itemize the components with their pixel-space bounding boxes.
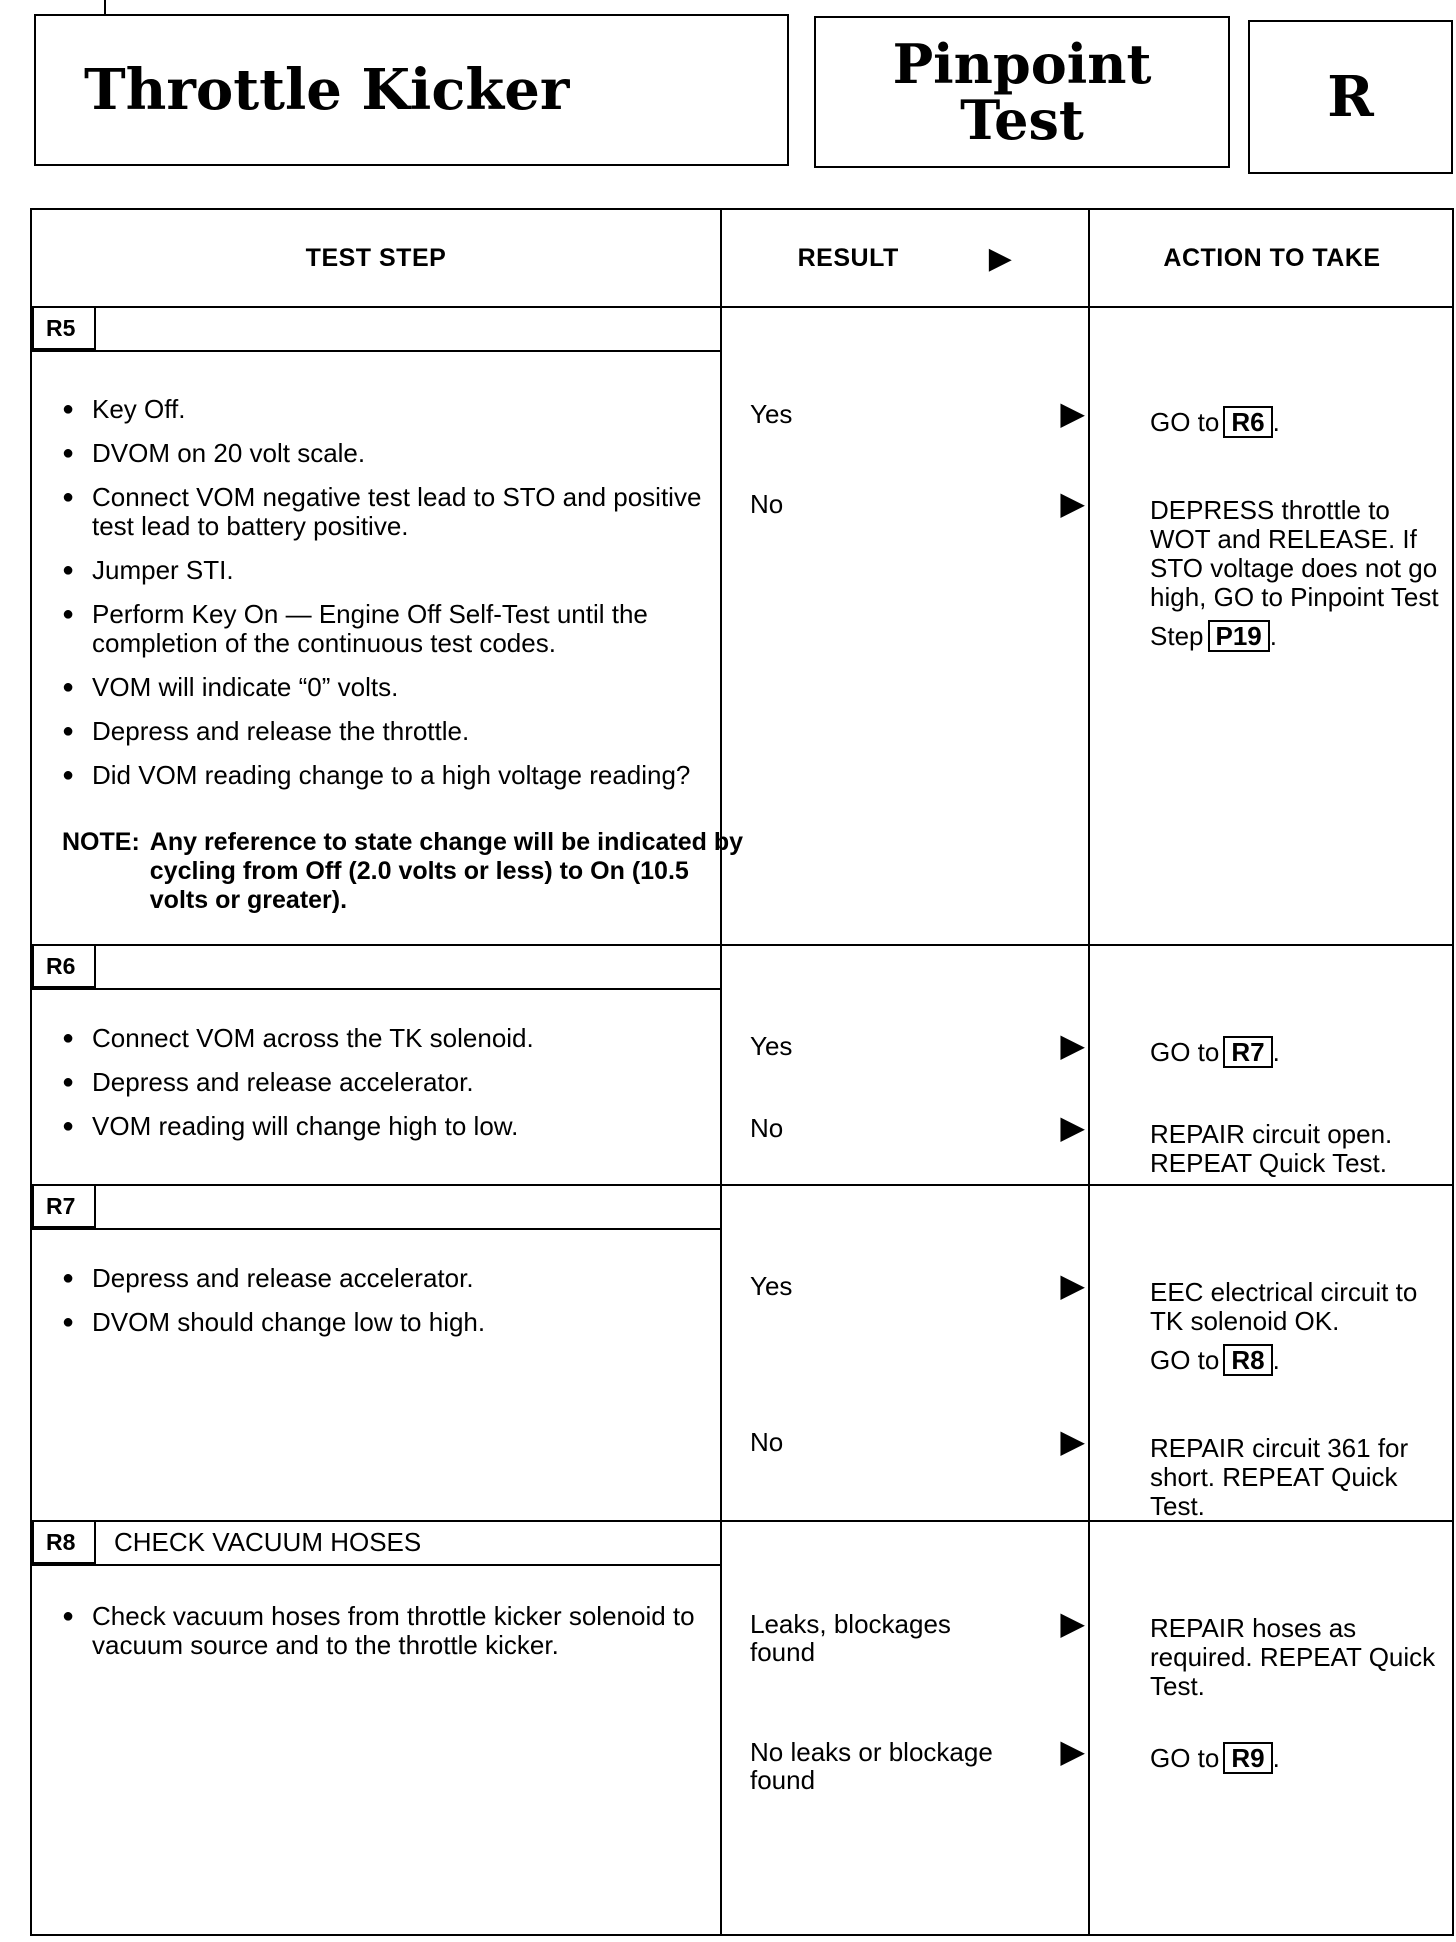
result-label: No leaks or blockage found	[750, 1737, 993, 1795]
list-item: ● Depress and release the throttle.	[54, 717, 734, 746]
list-item: ● Did VOM reading change to a high voltage reading?	[54, 761, 734, 790]
list-item: ● Depress and release accelerator.	[54, 1068, 734, 1097]
action-text: Step	[1150, 621, 1204, 651]
result-arrow-icon: ▶	[1060, 1733, 1085, 1769]
step-header-divider-r8	[32, 1564, 720, 1566]
result-arrow-icon: ▶	[1060, 485, 1085, 521]
result-no-r5	[750, 485, 1085, 521]
list-item: ● Perform Key On — Engine Off Self-Test until the completion of the continuous test codes.	[54, 600, 734, 658]
step-list-r6	[54, 1024, 734, 1156]
note-label: NOTE:	[62, 828, 140, 856]
list-item: ● DVOM should change low to high.	[54, 1308, 734, 1337]
step-ref-r9[interactable]: R9	[1223, 1742, 1272, 1774]
list-item: ● Jumper STI.	[54, 556, 734, 585]
result-label: No	[750, 489, 784, 519]
pinpoint-line-2: Test	[960, 88, 1084, 152]
margin-mark	[104, 0, 106, 14]
result-no-r7	[750, 1423, 1085, 1459]
step-ref-p19[interactable]: P19	[1208, 620, 1270, 652]
result-arrow-icon: ▶	[1060, 1423, 1085, 1459]
header-row-divider	[32, 306, 1452, 308]
step-title-r8	[114, 1520, 421, 1564]
action-text: REPAIR hoses as required. REPEAT Quick Test.	[1150, 1613, 1436, 1701]
column-divider-2	[1088, 210, 1090, 1934]
result-arrow-icon: ▶	[1060, 1109, 1085, 1145]
action-punct: .	[1269, 621, 1277, 651]
result-yes-r5	[750, 395, 1085, 431]
page-title-text: Throttle Kicker	[84, 57, 570, 123]
test-letter	[1248, 20, 1453, 174]
result-arrow-icon: ▶	[1060, 1267, 1085, 1303]
step-ref-r8[interactable]: R8	[1223, 1344, 1272, 1376]
step-list-r5	[54, 395, 734, 805]
step-id-r6	[32, 944, 96, 988]
page-title	[34, 14, 789, 166]
column-header-result	[722, 210, 1088, 306]
list-item: ● VOM reading will change high to low.	[54, 1112, 734, 1141]
action-yes-r6	[1150, 1036, 1440, 1068]
action-no-r5	[1150, 496, 1440, 652]
row-divider-r6	[32, 944, 1452, 946]
action-no-r7	[1150, 1434, 1440, 1521]
action-leaks-found	[1150, 1614, 1440, 1701]
list-item: ● Connect VOM negative test lead to STO and positive test lead to battery positive.	[54, 483, 734, 541]
list-item: ● Check vacuum hoses from throttle kicker solenoid to vacuum source and to the throttle kicker.	[54, 1602, 734, 1660]
list-item: ● DVOM on 20 volt scale.	[54, 439, 734, 468]
result-yes-r6	[750, 1027, 1085, 1063]
result-no-leaks	[750, 1733, 1085, 1795]
action-text: GO to	[1150, 407, 1220, 437]
step-id-r8-text: R8	[46, 1528, 76, 1555]
step-ref-r6[interactable]: R6	[1223, 406, 1272, 438]
result-label: Yes	[750, 1031, 793, 1061]
action-text: EEC electrical circuit to TK solenoid OK.	[1150, 1277, 1418, 1336]
step-header-divider-r5	[32, 350, 720, 352]
result-arrow-icon: ▶	[1060, 1605, 1085, 1641]
list-item: ● VOM will indicate “0” volts.	[54, 673, 734, 702]
action-text: REPAIR circuit 361 for short. REPEAT Quick Test.	[1150, 1433, 1409, 1521]
column-header-test-step	[32, 210, 720, 306]
action-yes-r5	[1150, 406, 1440, 438]
note-text: Any reference to state change will be indicated by cycling from Off (2.0 volts or less) to On (10.5 volts or greater).	[149, 828, 744, 914]
step-list-r7	[54, 1264, 734, 1352]
action-yes-r7	[1150, 1278, 1440, 1376]
step-header-divider-r7	[32, 1228, 720, 1230]
action-text: GO to	[1150, 1037, 1220, 1067]
result-label: Yes	[750, 1271, 793, 1301]
action-no-r6	[1150, 1120, 1440, 1178]
column-header-result-text: RESULT	[797, 243, 899, 272]
action-punct: .	[1272, 1743, 1280, 1773]
step-id-r7-text: R7	[46, 1192, 76, 1219]
column-header-test-step-text: TEST STEP	[305, 243, 447, 272]
step-id-r7	[32, 1184, 96, 1228]
result-arrow-icon: ▶	[1060, 395, 1085, 431]
action-text: GO to	[1150, 1345, 1220, 1375]
column-header-action	[1090, 210, 1454, 306]
result-yes-r7	[750, 1267, 1085, 1303]
action-text: REPAIR circuit open. REPEAT Quick Test.	[1150, 1119, 1393, 1178]
list-item: ● Connect VOM across the TK solenoid.	[54, 1024, 734, 1053]
row-divider-r7	[32, 1184, 1452, 1186]
step-id-r6-text: R6	[46, 952, 76, 979]
list-item: ● Depress and release accelerator.	[54, 1264, 734, 1293]
result-arrow-icon: ▶	[1060, 1027, 1085, 1063]
step-id-r5-text: R5	[46, 314, 76, 341]
result-label: Yes	[750, 399, 793, 429]
action-step-line	[1150, 620, 1440, 652]
test-letter-text: R	[1327, 64, 1374, 130]
step-id-r8	[32, 1520, 96, 1564]
action-no-leaks	[1150, 1742, 1440, 1774]
step-id-r5	[32, 306, 96, 350]
result-arrow-icon: ▶	[988, 241, 1013, 275]
step-ref-r7[interactable]: R7	[1223, 1036, 1272, 1068]
action-text: GO to	[1150, 1743, 1220, 1773]
step-title-r8-text: CHECK VACUUM HOSES	[114, 1526, 422, 1557]
result-label: No	[750, 1427, 784, 1457]
action-text: DEPRESS throttle to WOT and RELEASE. If STO voltage does not go high, GO to Pinpoint Test	[1150, 495, 1439, 612]
pinpoint-table	[30, 208, 1454, 1936]
step-list-r8	[54, 1602, 734, 1675]
action-punct: .	[1272, 1037, 1280, 1067]
pinpoint-test-label	[814, 16, 1230, 168]
action-punct: .	[1272, 1345, 1280, 1375]
action-goto-line	[1150, 1344, 1440, 1376]
result-leaks-found	[750, 1605, 1085, 1667]
step-header-divider-r6	[32, 988, 720, 990]
action-punct: .	[1272, 407, 1280, 437]
result-label: Leaks, blockages found	[750, 1609, 951, 1667]
list-item: ● Key Off.	[54, 395, 734, 424]
result-label: No	[750, 1113, 784, 1143]
column-header-action-text: ACTION TO TAKE	[1163, 243, 1381, 272]
note	[62, 828, 752, 915]
pinpoint-line-1: Pinpoint	[892, 32, 1152, 96]
result-no-r6	[750, 1109, 1085, 1145]
